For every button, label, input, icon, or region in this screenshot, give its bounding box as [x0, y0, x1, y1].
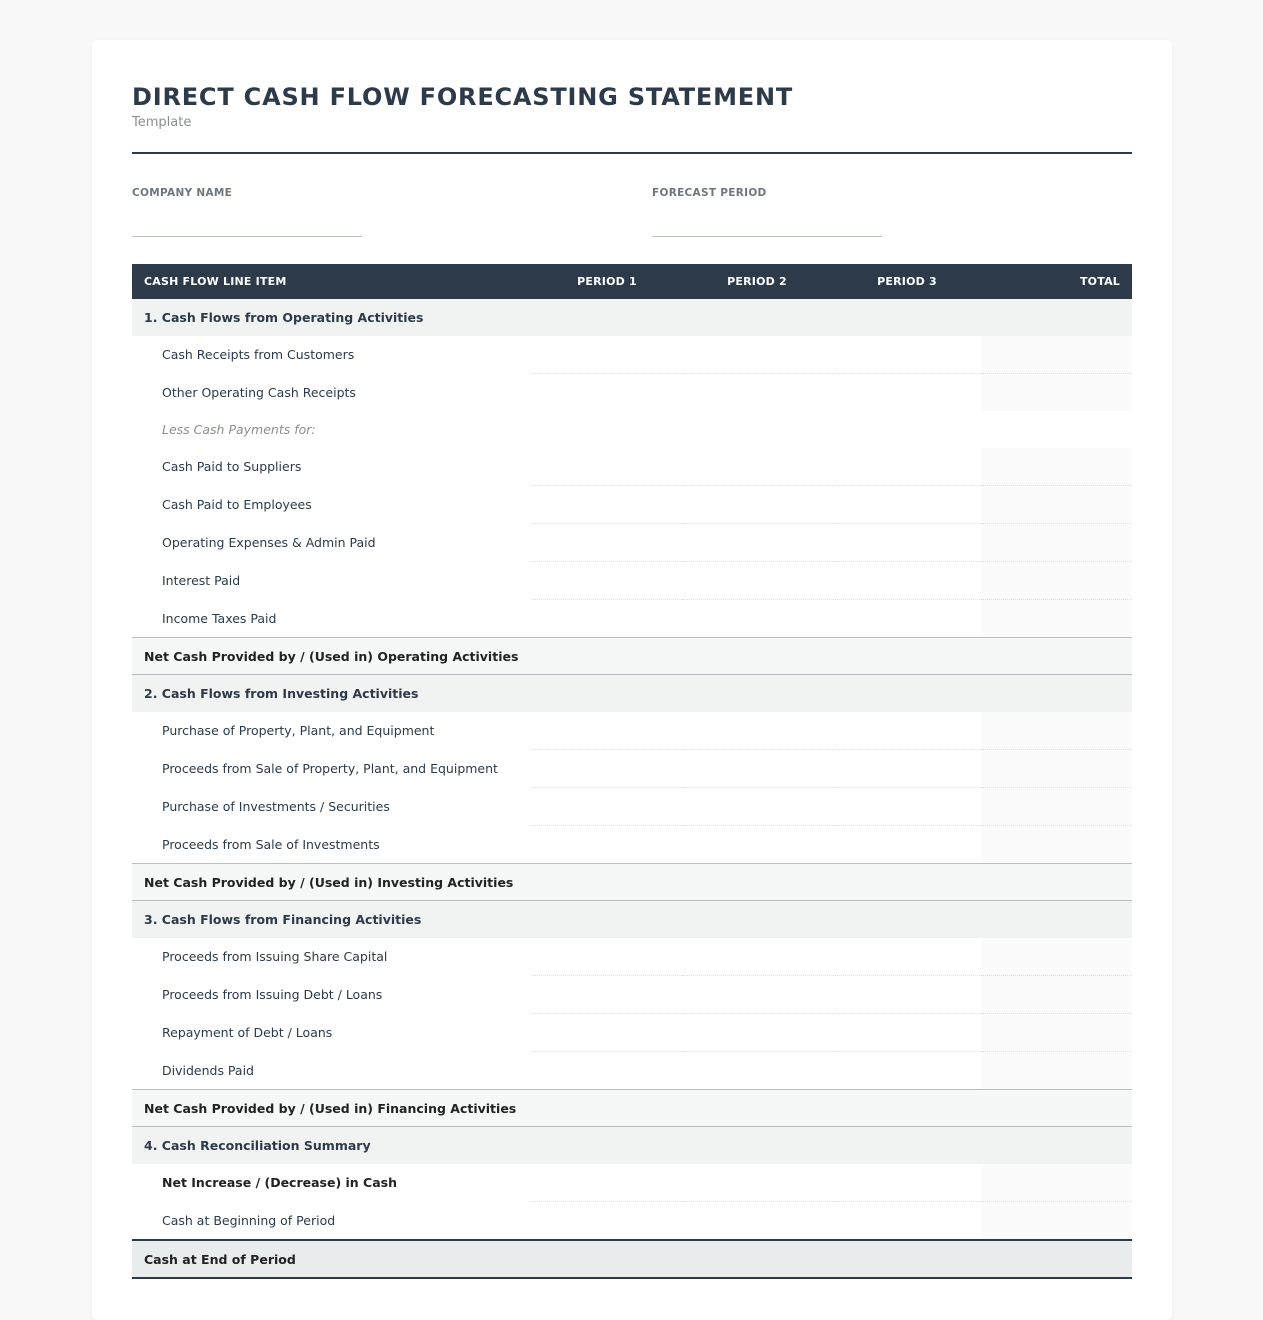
- total-value-cell[interactable]: [982, 976, 1132, 1014]
- period-1-value-cell[interactable]: [532, 600, 682, 638]
- table-row: [132, 448, 1132, 486]
- table-row: [132, 486, 1132, 524]
- period-1-value-cell: [532, 864, 682, 901]
- total-value-cell[interactable]: [982, 938, 1132, 976]
- line-item-label: Repayment of Debt / Loans: [162, 1025, 333, 1040]
- period-1-value-cell[interactable]: [532, 938, 682, 976]
- total-value-cell: [982, 1240, 1132, 1278]
- line-item-label: Net Increase / (Decrease) in Cash: [162, 1175, 398, 1191]
- total-value-cell[interactable]: [982, 712, 1132, 750]
- period-3-value-cell: [832, 1090, 982, 1127]
- period-1-value-cell[interactable]: [532, 374, 682, 412]
- total-value-cell[interactable]: [982, 600, 1132, 638]
- company-name-input[interactable]: [132, 222, 362, 237]
- table-row: [132, 976, 1132, 1014]
- period-1-value-cell[interactable]: [532, 524, 682, 562]
- period-3-value-cell[interactable]: [832, 448, 982, 486]
- line-item-label: Proceeds from Sale of Investments: [162, 836, 380, 852]
- total-value-cell[interactable]: [982, 374, 1132, 412]
- line-item-label: Interest Paid: [162, 573, 241, 588]
- net-cash-label: Net Cash Provided by / (Used in) Investing Activities: [132, 864, 532, 901]
- period-1-value-cell[interactable]: [532, 336, 682, 374]
- period-2-value-cell[interactable]: [682, 1052, 832, 1090]
- total-value-cell[interactable]: [982, 486, 1132, 524]
- total-value-cell[interactable]: [982, 1014, 1132, 1052]
- period-1-value-cell[interactable]: [532, 788, 682, 826]
- total-value-cell[interactable]: [982, 788, 1132, 826]
- section-header-row: [132, 299, 1132, 336]
- title-divider: [132, 152, 1132, 154]
- cash-end-label: Cash at End of Period: [132, 1240, 532, 1278]
- forecast-period-input[interactable]: [652, 222, 882, 237]
- period-2-value-cell[interactable]: [682, 1164, 832, 1202]
- period-1-value-cell: [532, 1240, 682, 1278]
- company-name-label: COMPANY NAME: [132, 187, 233, 199]
- table-row: [132, 1164, 1132, 1202]
- column-header-period-3: PERIOD 3: [832, 264, 982, 299]
- line-item-label: Dividends Paid: [162, 1062, 254, 1078]
- net-cash-label: Net Cash Provided by / (Used in) Operating Activities: [132, 638, 532, 675]
- table-row: [132, 1014, 1132, 1052]
- column-header-period-2: PERIOD 2: [682, 264, 832, 299]
- period-1-value-cell[interactable]: [532, 1052, 682, 1090]
- line-item-label: Other Operating Cash Receipts: [162, 384, 356, 400]
- total-value-cell: [982, 1090, 1132, 1127]
- period-3-value-cell[interactable]: [832, 826, 982, 864]
- table-row: [132, 600, 1132, 638]
- empty-cell: [532, 411, 682, 448]
- total-value-cell[interactable]: [982, 826, 1132, 864]
- line-item-label: Cash Paid to Suppliers: [162, 459, 302, 475]
- net-cash-label: Net Cash Provided by / (Used in) Financing Activities: [132, 1090, 532, 1127]
- period-1-value-cell[interactable]: [532, 750, 682, 788]
- line-item-label: Purchase of Investments / Securities: [162, 799, 390, 814]
- period-3-value-cell[interactable]: [832, 1014, 982, 1052]
- total-value-cell: [982, 638, 1132, 675]
- column-header-line-item: CASH FLOW LINE ITEM: [132, 264, 532, 299]
- net-cash-row: [132, 638, 1132, 675]
- line-item-label: Proceeds from Issuing Debt / Loans: [162, 987, 383, 1002]
- period-3-value-cell[interactable]: [832, 486, 982, 524]
- section-title: 4. Cash Reconciliation Summary: [132, 1127, 1132, 1165]
- line-item-label: Operating Expenses & Admin Paid: [162, 535, 376, 550]
- table-header-row: [132, 264, 1132, 299]
- period-3-value-cell: [832, 1240, 982, 1278]
- period-3-value-cell[interactable]: [832, 600, 982, 638]
- line-item-label: Proceeds from Sale of Property, Plant, and Equipment: [162, 761, 498, 776]
- table-row: [132, 374, 1132, 412]
- forecast-period-field: [652, 186, 882, 237]
- total-value-cell: [982, 864, 1132, 901]
- column-header-total: TOTAL: [982, 264, 1132, 299]
- period-2-value-cell[interactable]: [682, 976, 832, 1014]
- line-item-label: Purchase of Property, Plant, and Equipment: [162, 723, 435, 739]
- total-value-cell[interactable]: [982, 336, 1132, 374]
- cash-flow-table: [132, 264, 1132, 1279]
- table-row: [132, 938, 1132, 976]
- empty-cell: [982, 411, 1132, 448]
- subheading-label: Less Cash Payments for:: [162, 422, 316, 437]
- empty-cell: [682, 411, 832, 448]
- period-2-value-cell[interactable]: [682, 524, 832, 562]
- line-item-label: Income Taxes Paid: [162, 610, 277, 626]
- period-3-value-cell[interactable]: [832, 976, 982, 1014]
- table-row: [132, 788, 1132, 826]
- period-2-value-cell[interactable]: [682, 750, 832, 788]
- section-title: 3. Cash Flows from Financing Activities: [132, 901, 1132, 939]
- period-3-value-cell[interactable]: [832, 1202, 982, 1241]
- period-1-value-cell[interactable]: [532, 448, 682, 486]
- section-header-row: [132, 675, 1132, 713]
- total-value-cell[interactable]: [982, 1164, 1132, 1202]
- period-2-value-cell[interactable]: [682, 712, 832, 750]
- page-title: DIRECT CASH FLOW FORECASTING STATEMENT: [132, 83, 794, 111]
- period-1-value-cell[interactable]: [532, 976, 682, 1014]
- net-cash-row: [132, 1090, 1132, 1127]
- period-2-value-cell[interactable]: [682, 336, 832, 374]
- period-2-value-cell[interactable]: [682, 1202, 832, 1241]
- period-3-value-cell: [832, 864, 982, 901]
- period-3-value-cell[interactable]: [832, 712, 982, 750]
- period-1-value-cell[interactable]: [532, 1202, 682, 1241]
- info-fields: [132, 186, 1132, 264]
- section-header-row: [132, 1127, 1132, 1165]
- period-2-value-cell[interactable]: [682, 1014, 832, 1052]
- table-row: [132, 562, 1132, 600]
- period-1-value-cell[interactable]: [532, 826, 682, 864]
- total-value-cell[interactable]: [982, 1052, 1132, 1090]
- period-3-value-cell[interactable]: [832, 374, 982, 412]
- table-row: [132, 411, 1132, 448]
- period-3-value-cell[interactable]: [832, 938, 982, 976]
- table-row: [132, 1202, 1132, 1241]
- period-3-value-cell[interactable]: [832, 524, 982, 562]
- line-item-label: Cash Paid to Employees: [162, 497, 312, 512]
- net-cash-row: [132, 864, 1132, 901]
- period-1-value-cell: [532, 638, 682, 675]
- table-row: [132, 712, 1132, 750]
- total-value-cell[interactable]: [982, 562, 1132, 600]
- empty-cell: [832, 411, 982, 448]
- section-title: 2. Cash Flows from Investing Activities: [132, 675, 1132, 713]
- period-2-value-cell[interactable]: [682, 374, 832, 412]
- period-2-value-cell: [682, 1240, 832, 1278]
- statement-card: [92, 40, 1172, 1320]
- period-3-value-cell[interactable]: [832, 1052, 982, 1090]
- period-3-value-cell: [832, 638, 982, 675]
- period-3-value-cell[interactable]: [832, 336, 982, 374]
- period-3-value-cell[interactable]: [832, 562, 982, 600]
- cash-end-row: [132, 1240, 1132, 1278]
- statement-content: [132, 82, 1132, 1279]
- section-title: 1. Cash Flows from Operating Activities: [132, 299, 1132, 336]
- period-2-value-cell: [682, 638, 832, 675]
- period-3-value-cell[interactable]: [832, 788, 982, 826]
- table-row: [132, 750, 1132, 788]
- table-row: [132, 1052, 1132, 1090]
- period-2-value-cell[interactable]: [682, 562, 832, 600]
- period-2-value-cell[interactable]: [682, 826, 832, 864]
- period-3-value-cell[interactable]: [832, 750, 982, 788]
- period-1-value-cell[interactable]: [532, 712, 682, 750]
- page-subtitle: Template: [132, 115, 192, 130]
- period-2-value-cell[interactable]: [682, 788, 832, 826]
- period-2-value-cell[interactable]: [682, 486, 832, 524]
- line-item-label: Cash Receipts from Customers: [162, 347, 355, 363]
- period-1-value-cell[interactable]: [532, 1014, 682, 1052]
- table-row: [132, 524, 1132, 562]
- period-2-value-cell[interactable]: [682, 600, 832, 638]
- line-item-label: Cash at Beginning of Period: [162, 1212, 336, 1228]
- period-2-value-cell: [682, 864, 832, 901]
- total-value-cell[interactable]: [982, 524, 1132, 562]
- period-2-value-cell[interactable]: [682, 448, 832, 486]
- total-value-cell[interactable]: [982, 1202, 1132, 1241]
- total-value-cell[interactable]: [982, 448, 1132, 486]
- period-1-value-cell: [532, 1090, 682, 1127]
- forecast-period-label: FORECAST PERIOD: [652, 187, 767, 199]
- line-item-label: Proceeds from Issuing Share Capital: [162, 949, 388, 965]
- table-row: [132, 336, 1132, 374]
- column-header-period-1: PERIOD 1: [532, 264, 682, 299]
- period-1-value-cell[interactable]: [532, 1164, 682, 1202]
- total-value-cell[interactable]: [982, 750, 1132, 788]
- period-1-value-cell[interactable]: [532, 562, 682, 600]
- section-header-row: [132, 901, 1132, 939]
- period-2-value-cell: [682, 1090, 832, 1127]
- company-name-field: [132, 186, 362, 237]
- table-row: [132, 826, 1132, 864]
- period-3-value-cell[interactable]: [832, 1164, 982, 1202]
- period-2-value-cell[interactable]: [682, 938, 832, 976]
- period-1-value-cell[interactable]: [532, 486, 682, 524]
- table-body: [132, 299, 1132, 1278]
